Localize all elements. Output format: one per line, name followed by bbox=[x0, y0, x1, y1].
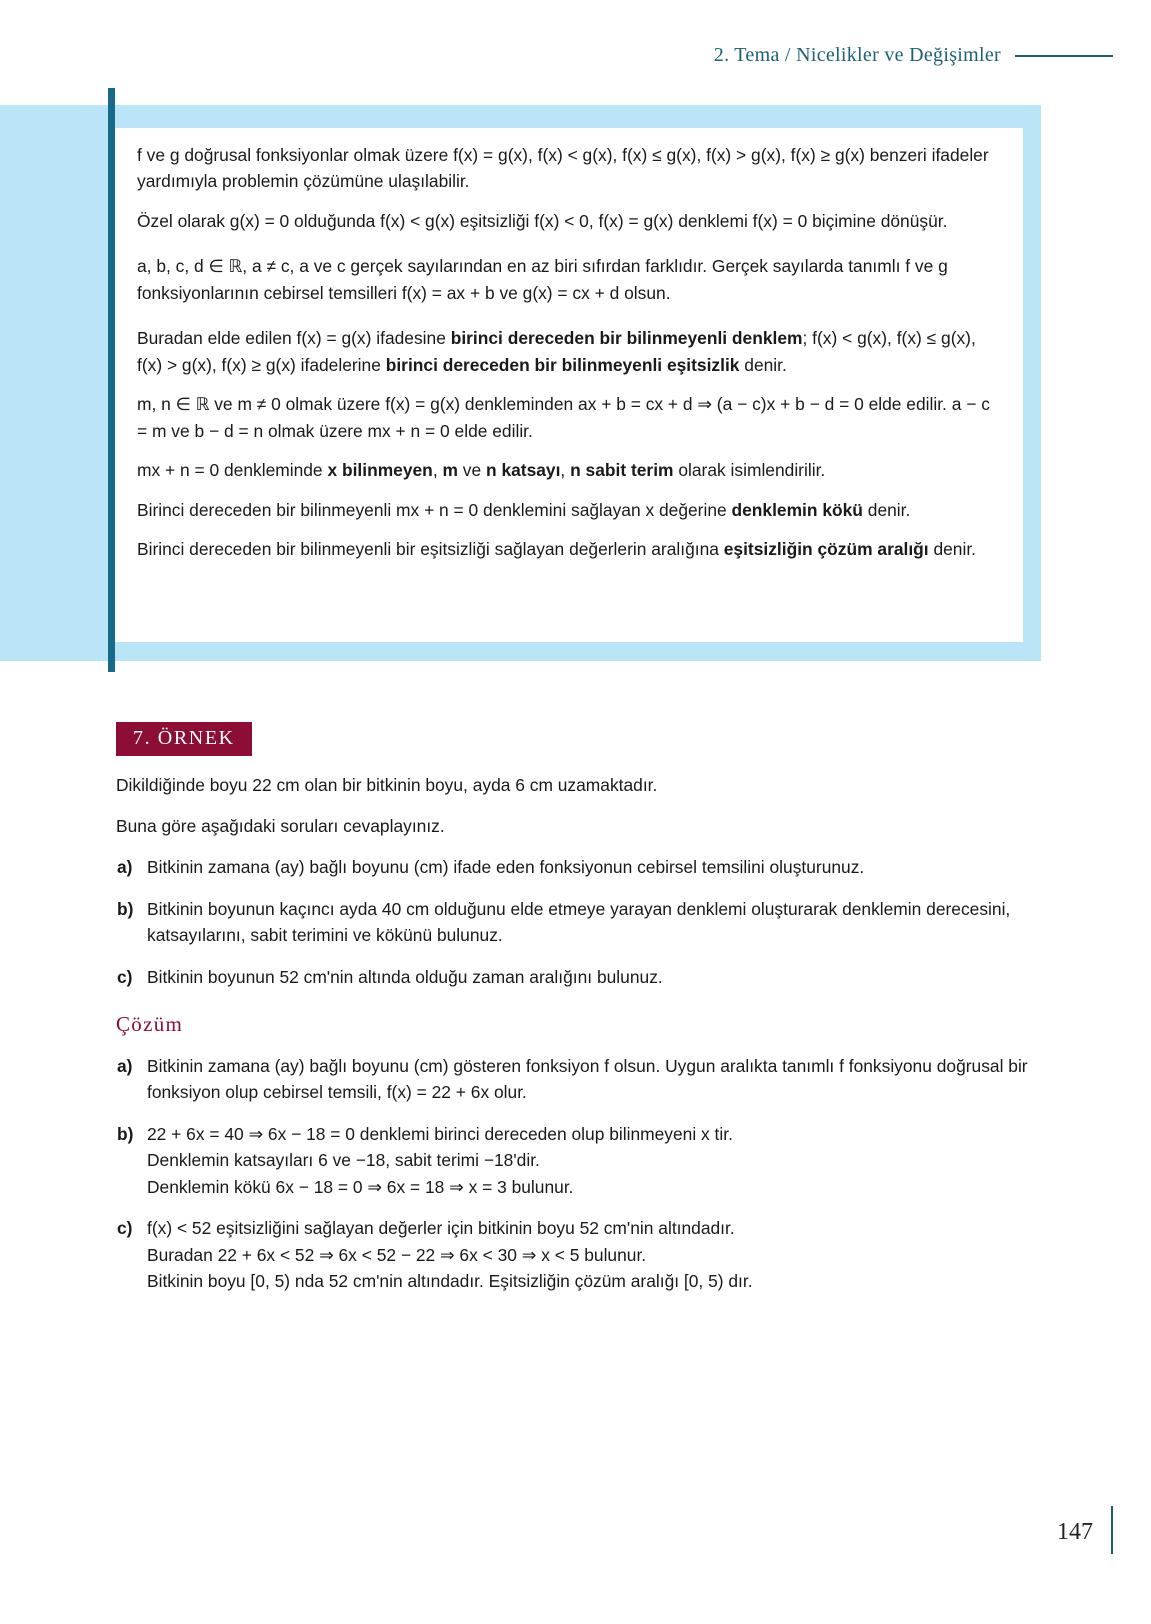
solution-c-line-1: f(x) < 52 eşitsizliğini sağlayan değerler için bitkinin boyu 52 cm'nin altındadır. bbox=[147, 1218, 735, 1239]
solution-label-c: c) bbox=[117, 1218, 133, 1239]
question-item-b bbox=[116, 896, 1028, 949]
info-p4-pre: Buradan elde edilen f(x) = g(x) ifadesine bbox=[137, 328, 451, 349]
example-body bbox=[116, 772, 1028, 1310]
question-item-c bbox=[116, 964, 1028, 990]
info-p6-bold-4: n sabit terim bbox=[570, 460, 674, 481]
solution-label-b: b) bbox=[117, 1123, 134, 1144]
solution-c-line-3: Bitkinin boyu [0, 5) nda 52 cm'nin altındadır. Eşitsizliğin çözüm aralığı [0, 5) dır. bbox=[147, 1271, 753, 1292]
info-paragraph-3: a, b, c, d ∈ ℝ, a ≠ c, a ve c gerçek sayılarından en az biri sıfırdan farklıdır. Gerçek sayılarda tanımlı f ve g fonksiyonlarının cebirsel temsilleri f(x) = ax + b ve g(x) = cx + d olsun. bbox=[137, 256, 948, 303]
question-label-c: c) bbox=[117, 966, 133, 987]
solution-b-line-3: Denklemin kökü 6x − 18 = 0 ⇒ 6x = 18 ⇒ x = 3 bulunur. bbox=[147, 1176, 574, 1197]
question-item-a bbox=[116, 854, 1028, 880]
solution-item-b bbox=[116, 1121, 1028, 1200]
info-paragraph-1: f ve g doğrusal fonksiyonlar olmak üzere f(x) = g(x), f(x) < g(x), f(x) ≤ g(x), f(x) > g(x), f(x) ≥ g(x) benzeri ifadeler yardımıyla problemin çözümüne ulaşılabilir. bbox=[137, 145, 989, 192]
info-p8-bold: eşitsizliğin çözüm aralığı bbox=[723, 538, 929, 559]
info-p6-post: olarak isimlendirilir. bbox=[673, 460, 826, 481]
example-intro-2: Buna göre aşağıdaki soruları cevaplayınız. bbox=[116, 816, 445, 837]
header-rule bbox=[1015, 55, 1113, 57]
solution-text-a bbox=[147, 1053, 1028, 1106]
solution-text-b bbox=[147, 1121, 1028, 1200]
info-paragraph-8 bbox=[137, 536, 1001, 562]
page-header bbox=[714, 44, 1113, 67]
info-accent-bar bbox=[108, 88, 115, 672]
info-content-box bbox=[115, 128, 1023, 642]
info-p6-mid-1: , bbox=[432, 460, 443, 481]
info-p6-mid-2: ve bbox=[457, 460, 486, 481]
solution-item-c bbox=[116, 1215, 1028, 1294]
example-intro-1: Dikildiğinde boyu 22 cm olan bir bitkinin boyu, ayda 6 cm uzamaktadır. bbox=[116, 775, 658, 795]
info-paragraph-6 bbox=[137, 457, 1001, 483]
info-p7-bold: denklemin kökü bbox=[731, 499, 863, 520]
info-paragraph-7 bbox=[137, 497, 1001, 523]
info-p8-pre: Birinci dereceden bir bilinmeyenli bir eşitsizliği sağlayan değerlerin aralığına bbox=[137, 538, 724, 559]
info-p4-bold-2: birinci dereceden bir bilinmeyenli eşitsizlik bbox=[385, 354, 740, 375]
info-p4-bold-1: birinci dereceden bir bilinmeyenli denklem bbox=[450, 328, 803, 349]
info-p6-mid-3: , bbox=[560, 460, 571, 481]
question-text-b: Bitkinin boyunun kaçıncı ayda 40 cm olduğunu elde etmeye yarayan denklemi oluşturarak denklemin derecesini, katsayılarını, sabit terimini ve kökünü bulunuz. bbox=[147, 898, 1011, 946]
question-text-c: Bitkinin boyunun 52 cm'nin altında olduğu zaman aralığını bulunuz. bbox=[147, 966, 663, 987]
info-paragraph-4 bbox=[137, 325, 1001, 378]
solution-heading: Çözüm bbox=[116, 1012, 184, 1037]
info-p4-mid: ; f(x) < g(x), f(x) ≤ g(x), f(x) > g(x), f(x) ≥ g(x) ifadelerine bbox=[137, 328, 976, 375]
info-paragraph-5: m, n ∈ ℝ ve m ≠ 0 olmak üzere f(x) = g(x) denkleminden ax + b = cx + d ⇒ (a − c)x + b − d = 0 elde edilir. a − c = m ve b − d = n olmak üzere mx + n = 0 elde edilir. bbox=[137, 394, 990, 441]
solution-a-line-1: Bitkinin zamana (ay) bağlı boyunu (cm) gösteren fonksiyon f olsun. Uygun aralıkta tanımlı f fonksiyonu doğrusal bir fonksiyon olup cebirsel temsili, f(x) = 22 + 6x olur. bbox=[147, 1056, 1028, 1103]
info-paragraph-2: Özel olarak g(x) = 0 olduğunda f(x) < g(x) eşitsizliği f(x) < 0, f(x) = g(x) denklemi f(x) = 0 biçimine dönüşür. bbox=[137, 210, 948, 231]
info-p7-pre: Birinci dereceden bir bilinmeyenli mx + n = 0 denklemini sağlayan x değerine bbox=[137, 499, 732, 520]
info-p4-post: denir. bbox=[739, 354, 787, 375]
question-label-b: b) bbox=[117, 898, 134, 919]
solution-b-line-2: Denklemin katsayıları 6 ve −18, sabit terimi −18'dir. bbox=[147, 1150, 540, 1171]
footer-rule bbox=[1111, 1506, 1113, 1554]
info-p6-bold-3: n katsayı bbox=[485, 460, 561, 481]
question-text-a: Bitkinin zamana (ay) bağlı boyunu (cm) ifade eden fonksiyonun cebirsel temsilini oluşturunuz. bbox=[147, 857, 865, 878]
info-p6-pre: mx + n = 0 denkleminde bbox=[137, 460, 328, 481]
solution-text-c bbox=[147, 1215, 1028, 1294]
solution-item-a bbox=[116, 1053, 1028, 1106]
solution-b-line-1: 22 + 6x = 40 ⇒ 6x − 18 = 0 denklemi birinci dereceden olup bilinmeyeni x tir. bbox=[147, 1123, 733, 1144]
example-badge: 7. ÖRNEK bbox=[116, 722, 252, 756]
info-p6-bold-1: x bilinmeyen bbox=[327, 460, 433, 481]
info-p6-bold-2: m bbox=[442, 460, 458, 481]
solution-label-a: a) bbox=[117, 1056, 133, 1077]
question-label-a: a) bbox=[117, 857, 133, 878]
solution-c-line-2: Buradan 22 + 6x < 52 ⇒ 6x < 52 − 22 ⇒ 6x < 30 ⇒ x < 5 bulunur. bbox=[147, 1244, 647, 1265]
info-p8-post: denir. bbox=[928, 538, 976, 559]
info-p7-post: denir. bbox=[862, 499, 911, 520]
header-title: 2. Tema / Nicelikler ve Değişimler bbox=[713, 44, 1001, 66]
page-number: 147 bbox=[1057, 1519, 1093, 1545]
